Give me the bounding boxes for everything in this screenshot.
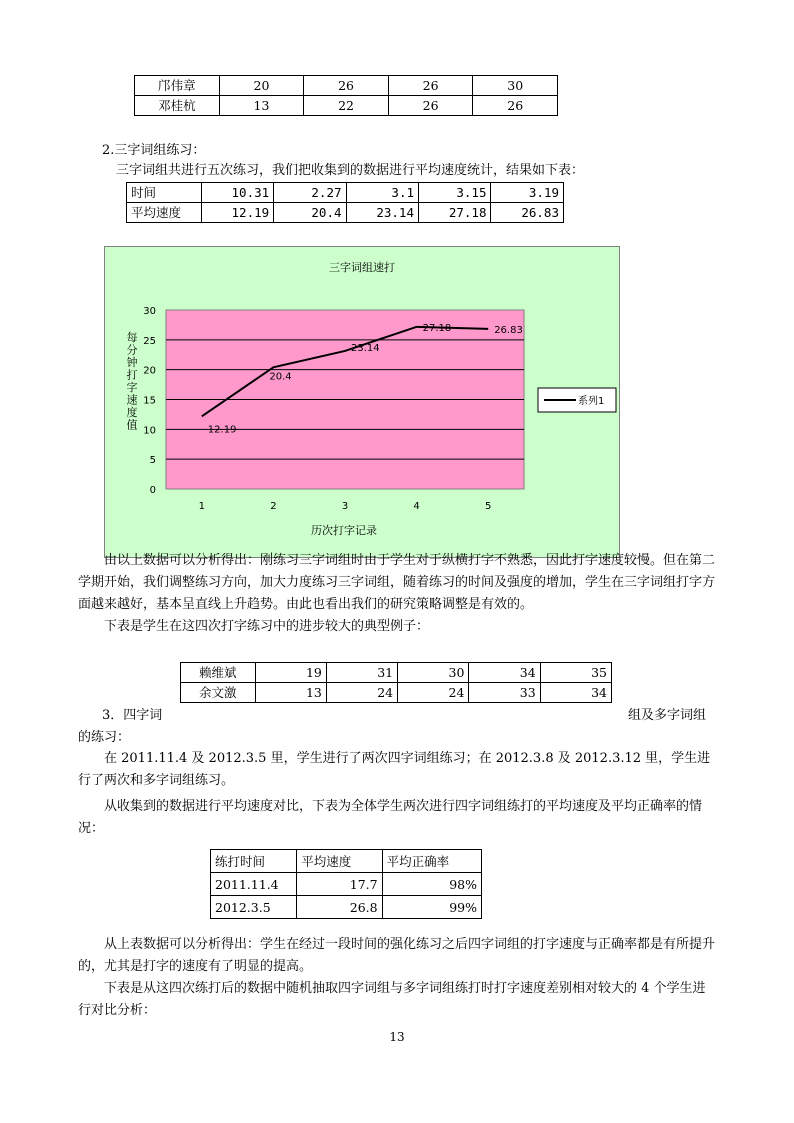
table-progress-examples [180,662,612,703]
table-header-cell: 练打时间 [211,850,297,873]
table-cell: 20.4 [274,203,346,223]
closing-text-2: 下表是从这四次练打后的数据中随机抽取四字词组与多字词组练打时打字速度差别相对较大的 4 个学生进行对比分析： [78,981,706,1018]
table-cell: 时间 [127,183,202,203]
table-cell: 余文激 [181,683,256,703]
data-label: 12.19 [207,424,237,436]
table-cell: 2012.3.5 [211,896,297,919]
table-4char-speed-accuracy [210,849,482,919]
data-label: 26.83 [494,324,523,336]
table-cell: 2.27 [274,183,346,203]
table-cell: 26 [473,96,558,116]
table-row [127,203,564,223]
y-tick-label: 30 [143,306,156,317]
table-cell: 99% [382,896,481,919]
data-label: 27.18 [422,322,452,334]
section-heading-3char: 2.三字词组练习： [102,143,206,158]
table-header-cell: 平均速度 [297,850,382,873]
line-chart-3char-speed [104,246,620,558]
section-heading-4char-part1: 3．四字词 [102,708,163,723]
table-cell: 3.15 [419,183,491,203]
table-cell: 27.18 [419,203,491,223]
closing-paragraphs [78,934,718,1022]
table-cell: 24 [326,683,397,703]
table-header-cell: 平均正确率 [382,850,481,873]
table-row [135,96,558,116]
table-header-row [211,850,482,873]
chart-title: 三字词组速打 [329,261,395,274]
table-cell: 26.83 [491,203,564,223]
table-cell: 34 [469,663,540,683]
table-row [135,76,558,96]
table-cell: 35 [540,663,611,683]
table-3char-average-speed [126,182,564,223]
table-cell: 34 [540,683,611,703]
table-cell: 12.19 [201,203,273,223]
table-scores-continued [134,75,558,116]
table-cell: 30 [473,76,558,96]
table-row [127,183,564,203]
table-cell: 13 [255,683,326,703]
y-tick-label: 25 [143,335,156,347]
y-tick-label: 0 [149,485,156,496]
section-intro-3char: 三字词组共进行五次练习，我们把收集到的数据进行平均速度统计，结果如下表： [116,163,585,178]
table-cell: 23.14 [346,203,418,223]
table-cell: 13 [219,96,304,116]
table-cell: 26 [388,96,473,116]
section3-paragraphs [78,748,718,840]
analysis-paragraph [78,550,718,638]
table-row [181,663,612,683]
y-tick-label: 10 [143,425,156,437]
table-cell: 98% [382,873,481,896]
y-tick-label: 15 [143,395,156,407]
x-tick-label: 5 [485,501,492,512]
x-tick-label: 4 [413,501,420,512]
closing-text-1: 从上表数据可以分析得出：学生在经过一段时间的强化练习之后四字词组的打字速度与正确率都是有所提升的，尤其是打字的速度有了明显的提高。 [78,937,716,974]
table-cell: 24 [398,683,469,703]
table-cell: 26.8 [297,896,382,919]
x-tick-label: 3 [341,501,349,512]
section-heading-4char-part3: 的练习： [78,730,131,745]
table-cell: 22 [304,96,389,116]
table-cell: 26 [388,76,473,96]
x-axis-label: 历次打字记录 [311,524,377,537]
data-label: 20.4 [269,371,292,383]
table-cell: 10.31 [201,183,273,203]
table-cell: 30 [398,663,469,683]
y-axis-label: 每分钟打字速度值 [126,331,138,432]
table-cell: 平均速度 [127,203,202,223]
table-cell: 邓桂杭 [135,96,220,116]
table-cell: 17.7 [297,873,382,896]
table-cell: 2011.11.4 [211,873,297,896]
x-tick-label: 1 [198,501,205,512]
table-cell: 3.19 [491,183,564,203]
table-cell: 31 [326,663,397,683]
table-row [211,896,482,919]
legend-entry-series-1: 系列1 [578,396,605,407]
y-tick-label: 5 [149,455,156,467]
table-cell: 赖维斌 [181,663,256,683]
table-cell: 33 [469,683,540,703]
chart-legend [538,388,616,412]
analysis-text-1: 由以上数据可以分析得出：刚练习三字词组时由于学生对于纵横打字不熟悉，因此打字速度较慢。但在第二学期开始，我们调整练习方向，加大力度练习三字词组，随着练习的时间及强度的增加，学生在三字词组打字方面越来越好，基本呈直线上升趋势。由此也看出我们的研究策略调整是有效的。 [78,553,716,612]
data-label: 23.14 [351,342,380,354]
table-row [211,873,482,896]
page-number: 13 [389,1030,405,1044]
analysis-text-2: 下表是学生在这四次打字练习中的进步较大的典型例子： [104,619,430,634]
table-cell: 邝伟章 [135,76,220,96]
x-tick-label: 2 [270,501,277,512]
section3-text-1: 在 2011.11.4 及 2012.3.5 里，学生进行了两次四字词组练习；在 2012.3.8 及 2012.3.12 里，学生进行了两次和多字词组练习。 [78,751,711,788]
table-cell: 3.1 [346,183,418,203]
table-row [181,683,612,703]
table-cell: 19 [255,663,326,683]
table-cell: 20 [219,76,304,96]
table-cell: 26 [304,76,389,96]
y-tick-label: 20 [143,365,156,377]
section-heading-4char-part2: 组及多字词组 [628,708,707,723]
section3-text-2: 从收集到的数据进行平均速度对比，下表为全体学生两次进行四字词组练打的平均速度及平均正确率的情况： [78,799,703,836]
